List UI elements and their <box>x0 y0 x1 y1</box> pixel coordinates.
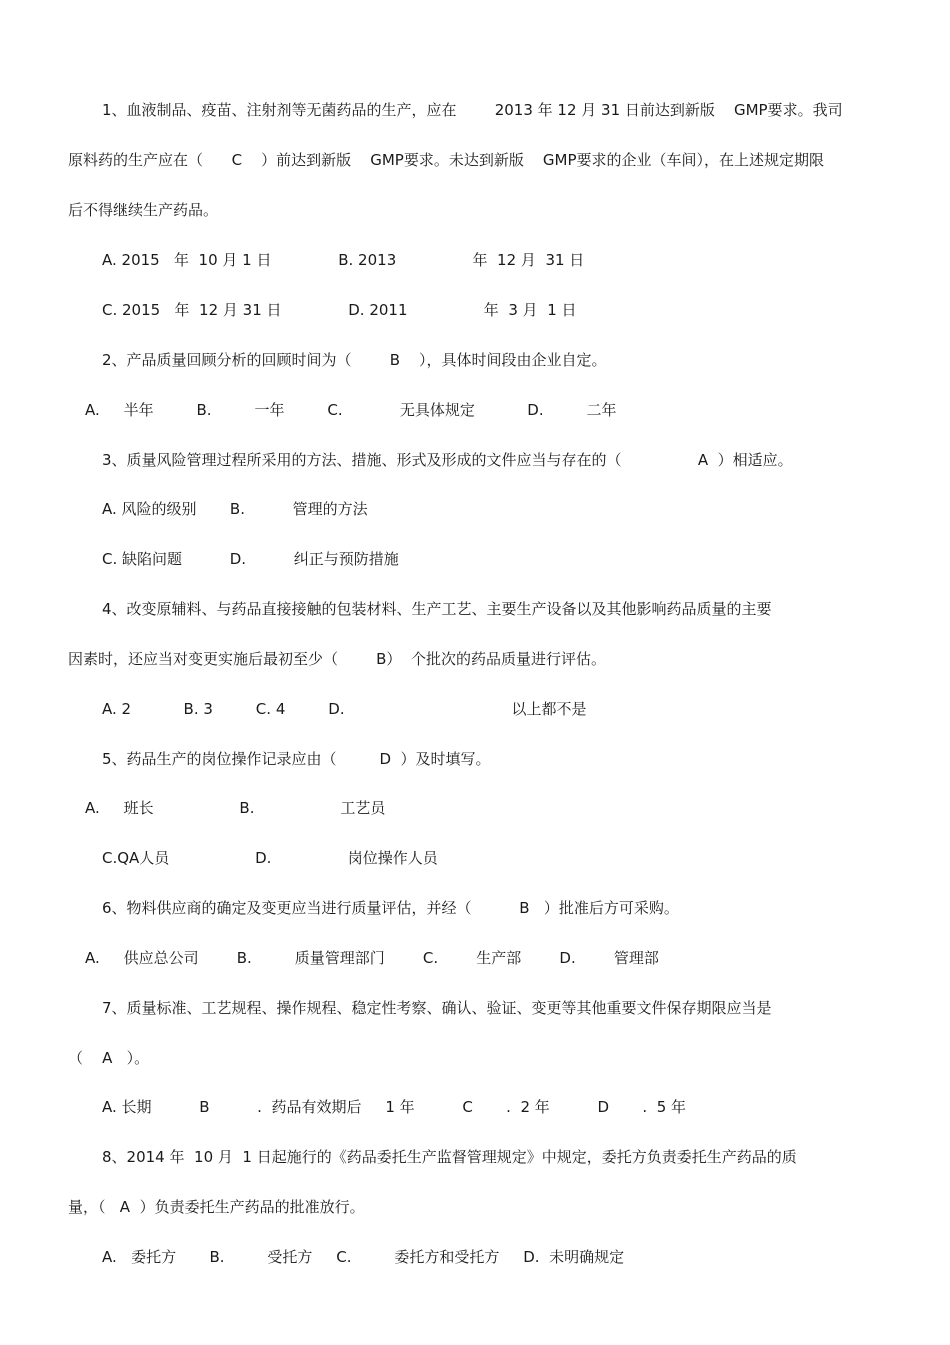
q5-options-ab: A. 班长 B. 工艺员 <box>85 799 386 817</box>
q4-stem-line1: 4、改变原辅料、与药品直接接触的包装材料、生产工艺、主要生产设备以及其他影响药品质量的主要 <box>102 600 772 618</box>
q1-options-ab: A. 2015 年 10 月 1 日 B. 2013 年 12 月 31 日 <box>102 251 585 269</box>
q6-stem: 6、物料供应商的确定及变更应当进行质量评估，并经（ B ）批准后方可采购。 <box>102 899 679 917</box>
q8-stem-line2: 量，（ A ）负责委托生产药品的批准放行。 <box>68 1198 365 1216</box>
q4-stem-line2: 因素时，还应当对变更实施后最初至少（ B） 个批次的药品质量进行评估。 <box>68 650 606 668</box>
q3-options-cd: C. 缺陷问题 D. 纠正与预防措施 <box>102 550 399 568</box>
q5-options-cd: C.QA人员 D. 岗位操作人员 <box>102 849 438 867</box>
q6-options: A. 供应总公司 B. 质量管理部门 C. 生产部 D. 管理部 <box>85 949 659 967</box>
q1-stem-line3: 后不得继续生产药品。 <box>68 201 219 219</box>
q5-stem: 5、药品生产的岗位操作记录应由（ D ）及时填写。 <box>102 750 491 768</box>
q7-stem-line2: （ A ）。 <box>68 1049 150 1067</box>
q4-options: A. 2 B. 3 C. 4 D. 以上都不是 <box>102 700 587 718</box>
q7-stem-line1: 7、质量标准、工艺规程、操作规程、稳定性考察、确认、验证、变更等其他重要文件保存期限应当是 <box>102 999 772 1017</box>
q2-stem: 2、产品质量回顾分析的回顾时间为（ B ），具体时间段由企业自定。 <box>102 351 607 369</box>
q3-options-ab: A. 风险的级别 B. 管理的方法 <box>102 500 368 518</box>
q3-stem: 3、质量风险管理过程所采用的方法、措施、形式及形成的文件应当与存在的（ A ）相适应。 <box>102 451 793 469</box>
q7-options: A. 长期 B . 药品有效期后 1 年 C . 2 年 D . 5 年 <box>102 1098 687 1116</box>
q8-options: A. 委托方 B. 受托方 C. 委托方和受托方 D. 未明确规定 <box>102 1248 625 1266</box>
q2-options: A. 半年 B. 一年 C. 无具体规定 D. 二年 <box>85 401 617 419</box>
q1-stem-line1: 1、血液制品、疫苗、注射剂等无菌药品的生产，应在 2013 年 12 月 31 日前达到新版 GMP要求。我司 <box>102 101 843 119</box>
q1-options-cd: C. 2015 年 12 月 31 日 D. 2011 年 3 月 1 日 <box>102 301 577 319</box>
q1-stem-line2: 原料药的生产应在（ C ）前达到新版 GMP要求。未达到新版 GMP要求的企业（车间），在上述规定期限 <box>68 151 825 169</box>
q8-stem-line1: 8、2014 年 10 月 1 日起施行的《药品委托生产监督管理规定》中规定，委托方负责委托生产药品的质 <box>102 1148 797 1166</box>
